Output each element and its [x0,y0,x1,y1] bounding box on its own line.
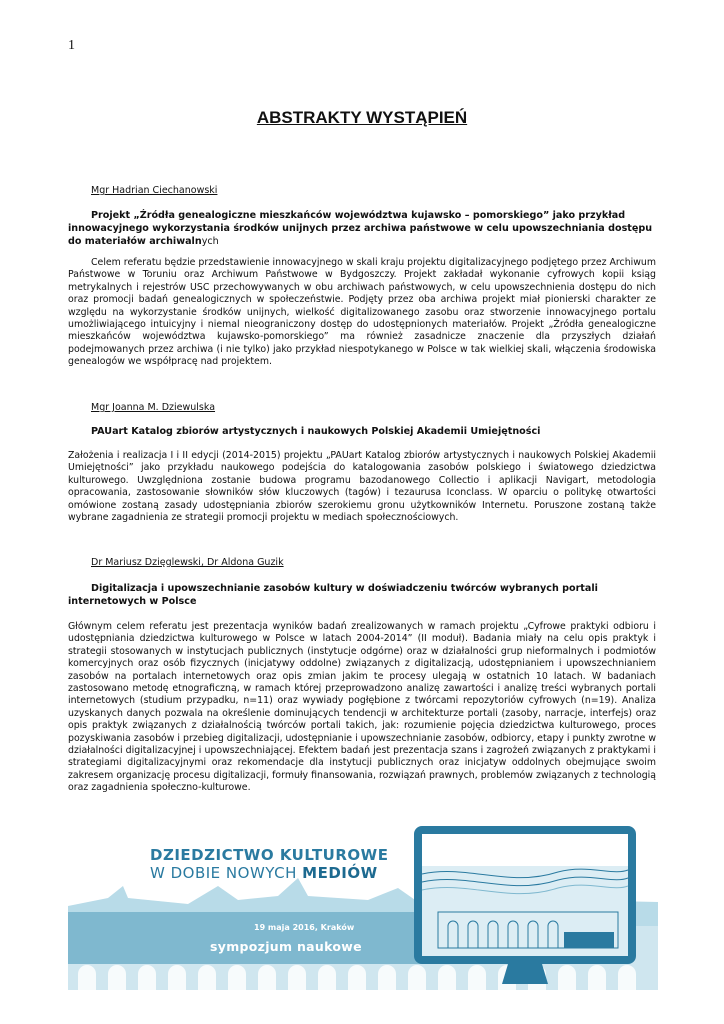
page-number: 1 [68,38,75,53]
abstract-body-3: Głównym celem referatu jest prezentacja wyników badań zrealizowanych w ramach projektu „Cyfrowe praktyki odbioru i udostępniania dziedzictwa kulturowego w Polsce w latach 2004-2014” (II moduł). Badania miały na celu opis praktyk i strategii stosowanych w instytucjach publicznych (instytucje odgórne) oraz w działalności grup nieformalnych i podmiotów komercyjnych oraz osób fizycznych (inicjatywy oddolne) związanych z digitalizacją, udostępnianiem i upowszechnianiem zasobów na portalach internetowych oraz opis zmian jakim te procesy ulegają w ostatnich 10 latach. W badaniach zastosowano metodę etnograficzną, w ramach której przeprowadzono analizę zawartości i analizę treści wybranych portali internetowych (studium przypadku, n=11) oraz wywiady pogłębione z twórcami repozytoriów cyfrowych (n=19). Analiza uzyskanych danych pozwala na określenie dominujących tendencji w architekturze portali (zasoby, narracje, interfejs) oraz opis praktyk związanych z działalnością twórców portali takich, jak: rozumienie pojęcia dziedzictwa kulturowego, proces pozyskiwania zasobów i przebieg digitalizacji, udostępnianie i upowszechnianie zasobów, odbiorcy, etapy i punkty zwrotne w działalności digitalizacyjnej i upowszechniającej. Efektem badań jest prezentacja szans i zagrożeń związanych z praktykami i strategiami digitalizacyjnymi oraz rekomendacje dla instytucji publicznych oraz inicjatyw oddolnych obejmujące swoim zakresem organizację procesu digitalizacji, formuły finansowania, rozwiązań prawnych, problemów związanych z technologią oraz zagadnienia społeczno-kulturowe. [68,621,656,794]
author-1: Mgr Hadrian Ciechanowski [91,185,218,196]
banner-event: sympozjum naukowe [210,939,362,954]
event-banner [68,826,658,990]
banner-title-line2 [150,864,378,882]
abstract-body-2: Założenia i realizacja I i II edycji (2014-2015) projektu „PAUart Katalog zbiorów artystycznych i naukowych Polskiej Akademii Umiejętności” jako przykładu naukowego podejścia do katalogowania zasobów polskiego i światowego dziedzictwa kulturowego. Uwzględniona zostanie budowa programu bazodanowego Collectio i aplikacji Navigart, metodologia opracowania, zastosowanie słowników słów kluczowych (tagów) i tezaurusa Iconclass. W oparciu o politykę otwartości omówione zostaną zasady udostępniania zbiorów szerokiemu gronu użytkowników Internetu. Poruszone zostaną także wybrane zagadnienia ze strategii promocji projektu w mediach społecznościowych. [68,450,656,524]
banner-title-line2-prefix: W DOBIE NOWYCH [150,864,303,882]
banner-title-line2-bold: MEDIÓW [302,864,378,882]
abstract-title-3-bold: Digitalizacja i upowszechnianie zasobów kultury w doświadczeniu twórców wybranych portali internetowych w Polsce [68,583,598,607]
abstract-title-3 [68,582,656,608]
page-title: ABSTRAKTY WYSTĄPIEŃ [256,108,468,127]
banner-title-line1: DZIEDZICTWO KULTUROWE [150,846,389,864]
abstract-title-1 [68,209,656,248]
banner-date: 19 maja 2016, Kraków [254,923,355,932]
abstract-body-1-text: Celem referatu będzie przedstawienie innowacyjnego w skali kraju projektu digitalizacyjnego podjętego przez Archiwum Państwowe w Toruniu oraz Archiwum Państwowe w Bydgoszczy. Projekt zakładał wykonanie cyfrowych kopii ksiąg metrykalnych i rejestrów USC przechowywanych w obu archiwach państwowych, w celu upowszechnienia dostępu do nich oraz promocji badań genealogicznych w społeczeństwie. Podjęty przez oba archiwa projekt miał pionierski charakter ze względu na wykorzystanie środków unijnych, wielkość digitalizowanego zasobu oraz stworzenie innowacyjnego portalu umożliwiającego intuicyjny i niemal nieograniczony dostęp do udostępnionych materiałów. Projekt „Źródła genealogiczne mieszkańców województwa kujawsko-pomorskiego” ma również zasadnicze znaczenie dla przyszłych działań podejmowanych przez archiwa (i nie tylko) jako przykład niespotykanego w Polsce w tak wielkiej skali, włączenia środowiska genealogów we współpracę nad projektem. [68,257,656,368]
abstract-title-1-tail: ych [201,236,219,247]
abstract-title-1-bold: Projekt „Źródła genealogiczne mieszkańców województwa kujawsko – pomorskiego” jako przykład innowacyjnego wykorzystania środków unijnych przez archiwa państwowe w celu upowszechniania dostępu do materiałów archiwaln [68,210,653,247]
author-3: Dr Mariusz Dzięglewski, Dr Aldona Guzik [91,557,284,568]
author-2: Mgr Joanna M. Dziewulska [91,402,216,413]
abstract-body-1 [68,257,656,369]
abstract-title-2 [68,425,656,438]
abstract-title-2-bold: PAUart Katalog zbiorów artystycznych i naukowych Polskiej Akademii Umiejętności [91,426,541,437]
